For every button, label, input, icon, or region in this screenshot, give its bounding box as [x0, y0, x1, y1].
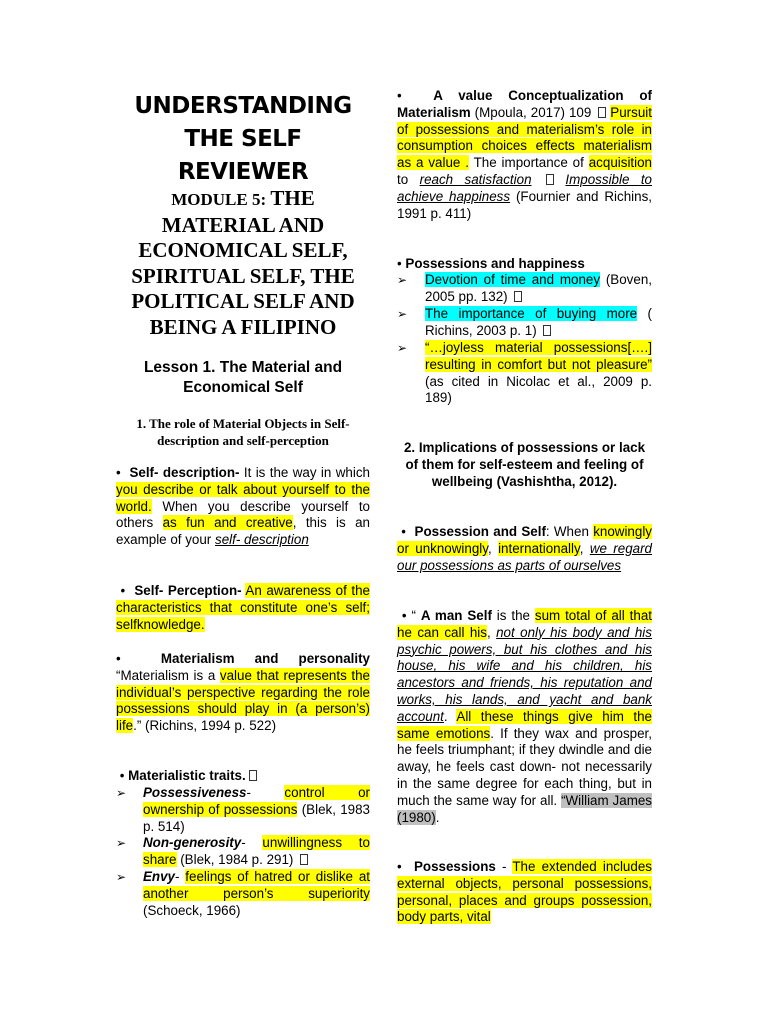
box-icon: [598, 107, 606, 118]
module-heading: [116, 186, 370, 340]
possession-self-paragraph: [397, 524, 652, 574]
self-description-paragraph: [116, 465, 370, 549]
title-line-1: UNDERSTANDING: [134, 93, 352, 119]
box-icon: [249, 770, 257, 781]
self-perception-paragraph: [116, 583, 370, 633]
man-self-paragraph: [397, 608, 652, 826]
text-run: .” (Richins, 1994 p. 522): [133, 718, 277, 734]
trait-text: [143, 835, 370, 869]
highlight-run: An awareness of the characteristics that constitute one’s self; selfknowledge.: [116, 583, 370, 632]
text-run: -: [175, 869, 186, 884]
citation: (Boven, 2005 pp. 132): [425, 272, 652, 304]
document-title: [116, 90, 370, 189]
citation: (as cited in Nicolac et al., 2009 p. 189): [425, 373, 652, 406]
text-run: -: [495, 859, 513, 874]
possessions-happiness-label: Possessions and happiness: [405, 256, 585, 271]
citation: (Mpoula, 2017) 109: [470, 104, 596, 120]
cyan-highlight-run: The importance of buying more: [425, 306, 638, 321]
bullet-icon: •: [116, 651, 161, 666]
arrow-bullet-icon: ➢: [397, 341, 408, 355]
citation: (Blek, 1983 p. 514): [143, 801, 370, 834]
arrow-bullet-icon: ➢: [397, 307, 408, 321]
citation: (Blek, 1984 p. 291): [176, 851, 298, 867]
highlight-run: The extended includes external objects, personal possessions, personal, places and groups possession, body parts, vital: [397, 859, 652, 925]
self-perception-label: Self- Perception-: [134, 583, 242, 598]
module-prefix: MODULE 5:: [171, 190, 271, 209]
value-concept-label: A value Conceptualization of Materialism: [397, 88, 652, 120]
module-title: THE MATERIAL AND ECONOMICAL SELF, SPIRITUAL SELF, THE POLITICAL SELF AND BEING A FILIPINO: [131, 186, 355, 339]
highlight-run: unwillingness to share: [143, 835, 370, 867]
gray-highlight-citation: “William James (1980): [397, 792, 653, 825]
cyan-highlight-run: Devotion of time and money: [425, 272, 601, 287]
trait-term: Envy: [143, 869, 176, 884]
underline-run: Impossible to achieve happiness: [397, 171, 653, 204]
highlight-run: internationally: [498, 540, 580, 556]
bullet-icon: •: [397, 256, 406, 271]
box-icon: [514, 291, 522, 302]
arrow-bullet-icon: ➢: [116, 836, 127, 850]
box-icon: [543, 325, 551, 336]
section-1-heading: 1. The role of Material Objects in Self-description and self-perception: [136, 416, 350, 448]
possessions-paragraph: [397, 859, 652, 926]
underline-run: not only his body and his psychic powers, but his clothes and his house, his wife and his children, his ancestors and friends, his reputation and works, his lands, and yacht and bank account: [397, 624, 652, 724]
value-conceptualization-paragraph: [397, 88, 652, 222]
highlight-run: control or ownership of possessions: [143, 785, 370, 817]
text-run: -: [246, 785, 285, 800]
underline-run: reach satisfaction: [419, 171, 532, 187]
bullet-icon: •: [397, 608, 412, 623]
highlight-run: sum total of all that he can call his: [397, 608, 652, 640]
possessions-label: Possessions: [413, 859, 496, 874]
text-run: , this is an example of your: [116, 515, 370, 548]
self-description-label: Self- description-: [129, 465, 240, 480]
bullet-icon: •: [116, 465, 130, 480]
man-self-label: A man Self: [420, 608, 492, 623]
happiness-text: [425, 272, 652, 306]
citation: (Fournier and Richins, 1991 p. 411): [397, 188, 652, 221]
text-run: .: [435, 809, 440, 825]
happiness-text: [425, 306, 652, 340]
text-run: It is the way in which: [239, 465, 370, 480]
text-run: : When: [545, 524, 594, 539]
bullet-icon: •: [397, 859, 414, 874]
possessions-happiness-heading: [397, 256, 652, 273]
highlight-run: you describe or talk about yourself to the world.: [116, 481, 370, 514]
text-run: ,: [579, 540, 590, 556]
text-run: ,: [487, 540, 499, 556]
bullet-icon: •: [397, 88, 434, 103]
materialism-personality-label: Materialism and personality: [160, 651, 370, 666]
box-icon: [546, 174, 554, 185]
box-icon: [300, 854, 308, 865]
text-run: is the: [491, 608, 535, 623]
highlight-run: knowingly or unknowingly: [397, 524, 652, 556]
text-run: ,: [486, 624, 497, 640]
underline-run: we regard our possessions as parts of ourselves: [397, 540, 653, 573]
text-run: When you describe yourself to others: [116, 498, 370, 531]
underline-run: self- description: [215, 532, 309, 548]
text-run: to: [397, 171, 420, 187]
bullet-icon: •: [116, 583, 135, 598]
section-2-heading: 2. Implications of possessions or lack of them for self-esteem and feeling of wellbeing (Vashishtha, 2012).: [403, 440, 646, 489]
materialistic-traits-label: Materialistic traits.: [128, 768, 246, 783]
text-run: The importance of: [468, 155, 589, 171]
highlight-run: acquisition: [588, 155, 653, 171]
trait-text: [143, 869, 370, 919]
happiness-text: [425, 340, 652, 407]
citation: ( Richins, 2003 p. 1): [425, 306, 652, 338]
highlight-run: Pursuit of possessions and materialism’s role in consumption choices effects materialism as a value .: [397, 104, 652, 171]
arrow-bullet-icon: ➢: [397, 273, 408, 287]
citation: (Schoeck, 1966): [143, 902, 241, 918]
text-run: -: [241, 835, 263, 850]
arrow-bullet-icon: ➢: [116, 870, 127, 884]
highlight-run: as fun and creative: [162, 515, 293, 531]
highlight-run: “…joyless material possessions[….] resulting in comfort but not pleasure”: [425, 340, 652, 372]
text-run: . If they wax and prosper, he feels triumphant; if they dwindle and die away, he feels cast down- not necessarily in the same degree for each thing, but in much the same way for all.: [397, 725, 652, 808]
arrow-bullet-icon: ➢: [116, 786, 127, 800]
highlight-run: feelings of hatred or dislike at another person’s superiority: [143, 869, 370, 901]
trait-term: Possessiveness: [143, 785, 247, 800]
text-run: “: [411, 608, 421, 623]
materialism-personality-paragraph: [116, 651, 370, 735]
possession-self-label: Possession and Self: [414, 524, 546, 539]
trait-term: Non-generosity: [143, 835, 242, 850]
text-run: .: [443, 708, 457, 724]
highlight-run: value that represents the individual’s perspective regarding the role possessions should play in (a person’s) life: [116, 667, 370, 734]
trait-text: [143, 785, 370, 835]
materialistic-traits-heading: [116, 768, 370, 785]
bullet-icon: •: [397, 524, 415, 539]
highlight-run: All these things give him the same emotions: [397, 708, 652, 741]
bullet-icon: •: [116, 768, 129, 783]
lesson-heading: Lesson 1. The Material and Economical Self: [143, 359, 343, 396]
title-line-2: THE SELF REVIEWER: [177, 126, 309, 185]
text-run: “Materialism is a: [116, 667, 220, 683]
